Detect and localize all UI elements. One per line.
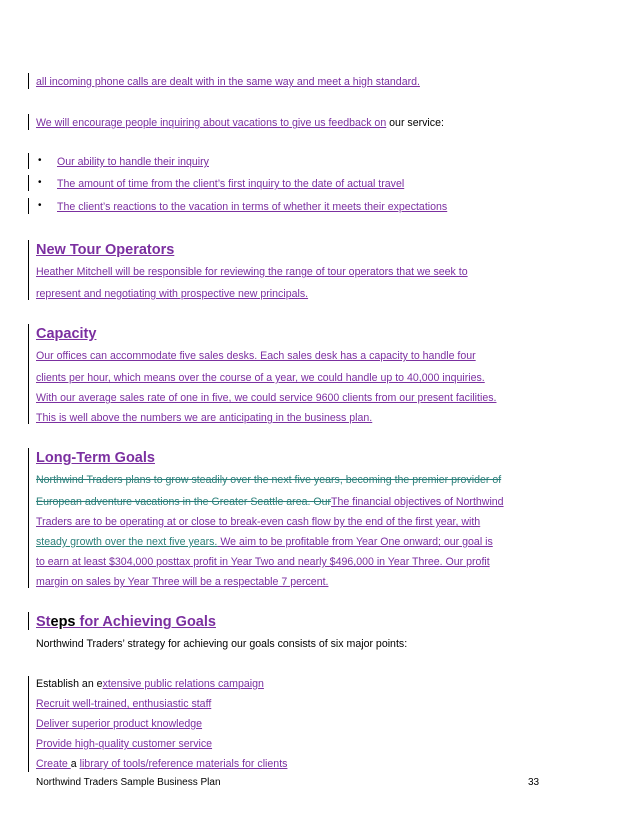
change-bar xyxy=(28,448,29,588)
change-bar xyxy=(28,175,29,191)
change-bar xyxy=(28,612,29,630)
inserted-text: Traders are to be operating at or close to break-even cash flow by the end of the first year, with xyxy=(36,516,481,528)
bullet-item xyxy=(57,177,404,191)
bullet-icon: • xyxy=(38,155,42,166)
text-line xyxy=(36,116,444,130)
heading-new-tour-operators: New Tour Operators xyxy=(36,242,175,258)
text-line xyxy=(36,535,493,549)
text-line xyxy=(36,515,480,529)
heading-part: for Achieving Goals xyxy=(75,614,216,630)
text-line xyxy=(36,287,308,301)
text-line xyxy=(36,391,496,405)
inserted-text: With our average sales rate of one in five, we could service 9600 clients from our present facilities. xyxy=(36,392,497,404)
text-line xyxy=(36,349,476,363)
inserted-text: all incoming phone calls are dealt with in the same way and meet a high standard. xyxy=(36,76,420,88)
text-line xyxy=(36,575,328,589)
text-line xyxy=(36,555,490,569)
inserted-text: The financial objectives of Northwind xyxy=(331,496,504,508)
body-text: Establish an e xyxy=(36,678,103,690)
inserted-text: This is well above the numbers we are anticipating in the business plan. xyxy=(36,412,373,424)
heading-part: eps xyxy=(50,614,76,630)
body-text: Northwind Traders’ strategy for achieving our goals consists of six major points: xyxy=(36,638,408,650)
text-line xyxy=(36,473,501,487)
body-text: our service: xyxy=(386,117,444,129)
list-item xyxy=(36,757,287,771)
change-bar xyxy=(28,73,29,89)
text-line xyxy=(36,371,485,385)
inserted-text: xtensive public relations campaign xyxy=(102,678,264,690)
list-item xyxy=(36,717,202,731)
heading-capacity: Capacity xyxy=(36,326,97,342)
body-text: a xyxy=(70,758,80,770)
change-bar xyxy=(28,240,29,300)
inserted-text: We will encourage people inquiring about vacations to give us feedback on xyxy=(36,117,387,129)
bullet-text: Our ability to handle their inquiry xyxy=(57,156,209,168)
inserted-text: Provide high-quality customer service xyxy=(36,738,213,750)
inserted-text: library of tools/reference materials for clients xyxy=(79,758,288,770)
list-item xyxy=(36,677,264,691)
text-line xyxy=(36,411,372,425)
inserted-text: to earn at least $304,000 posttax profit in Year Two and nearly $496,000 in Year Three. Our profit xyxy=(36,556,490,568)
moved-text: steady growth over the next five years. xyxy=(36,536,218,548)
footer-title: Northwind Traders Sample Business Plan xyxy=(36,777,221,788)
change-bar xyxy=(28,153,29,169)
inserted-text: Recruit well-trained, enthusiastic staff xyxy=(36,698,212,710)
change-bar xyxy=(28,114,29,130)
inserted-text: Our offices can accommodate five sales desks. Each sales desk has a capacity to handle four xyxy=(36,350,476,362)
inserted-text: Deliver superior product knowledge xyxy=(36,718,203,730)
change-bar xyxy=(28,198,29,214)
text-line xyxy=(36,637,407,651)
inserted-text: Create xyxy=(36,758,71,770)
heading-steps-for-achieving-goals xyxy=(36,613,216,631)
change-bar xyxy=(28,676,29,772)
bullet-item xyxy=(57,155,209,169)
inserted-text: margin on sales by Year Three will be a respectable 7 percent. xyxy=(36,576,329,588)
inserted-text: clients per hour, which means over the course of a year, we could handle up to 40,000 inquiries. xyxy=(36,372,485,384)
inserted-text: represent and negotiating with prospective new principals. xyxy=(36,288,309,300)
inserted-text: Heather Mitchell will be responsible for reviewing the range of tour operators that we seek to xyxy=(36,266,468,278)
deleted-text: Northwind Traders plans to grow steadily over the next five years, becoming the premier provider of xyxy=(36,474,502,486)
change-bar xyxy=(28,324,29,424)
page-number: 33 xyxy=(528,777,540,788)
deleted-text: European adventure vacations in the Greater Seattle area. Our xyxy=(36,496,332,508)
heading-part: St xyxy=(36,614,51,630)
list-item xyxy=(36,737,212,751)
text-line xyxy=(36,265,468,279)
heading-long-term-goals: Long-Term Goals xyxy=(36,450,155,466)
inserted-text: We aim to be profitable from Year One onward; our goal is xyxy=(217,536,493,548)
bullet-icon: • xyxy=(38,200,42,211)
bullet-item xyxy=(57,200,447,214)
bullet-text: The client’s reactions to the vacation in terms of whether it meets their expectations xyxy=(57,201,448,213)
list-item xyxy=(36,697,211,711)
bullet-icon: • xyxy=(38,177,42,188)
text-line xyxy=(36,75,420,89)
bullet-text: The amount of time from the client’s first inquiry to the date of actual travel xyxy=(57,178,405,190)
text-line xyxy=(36,495,504,509)
